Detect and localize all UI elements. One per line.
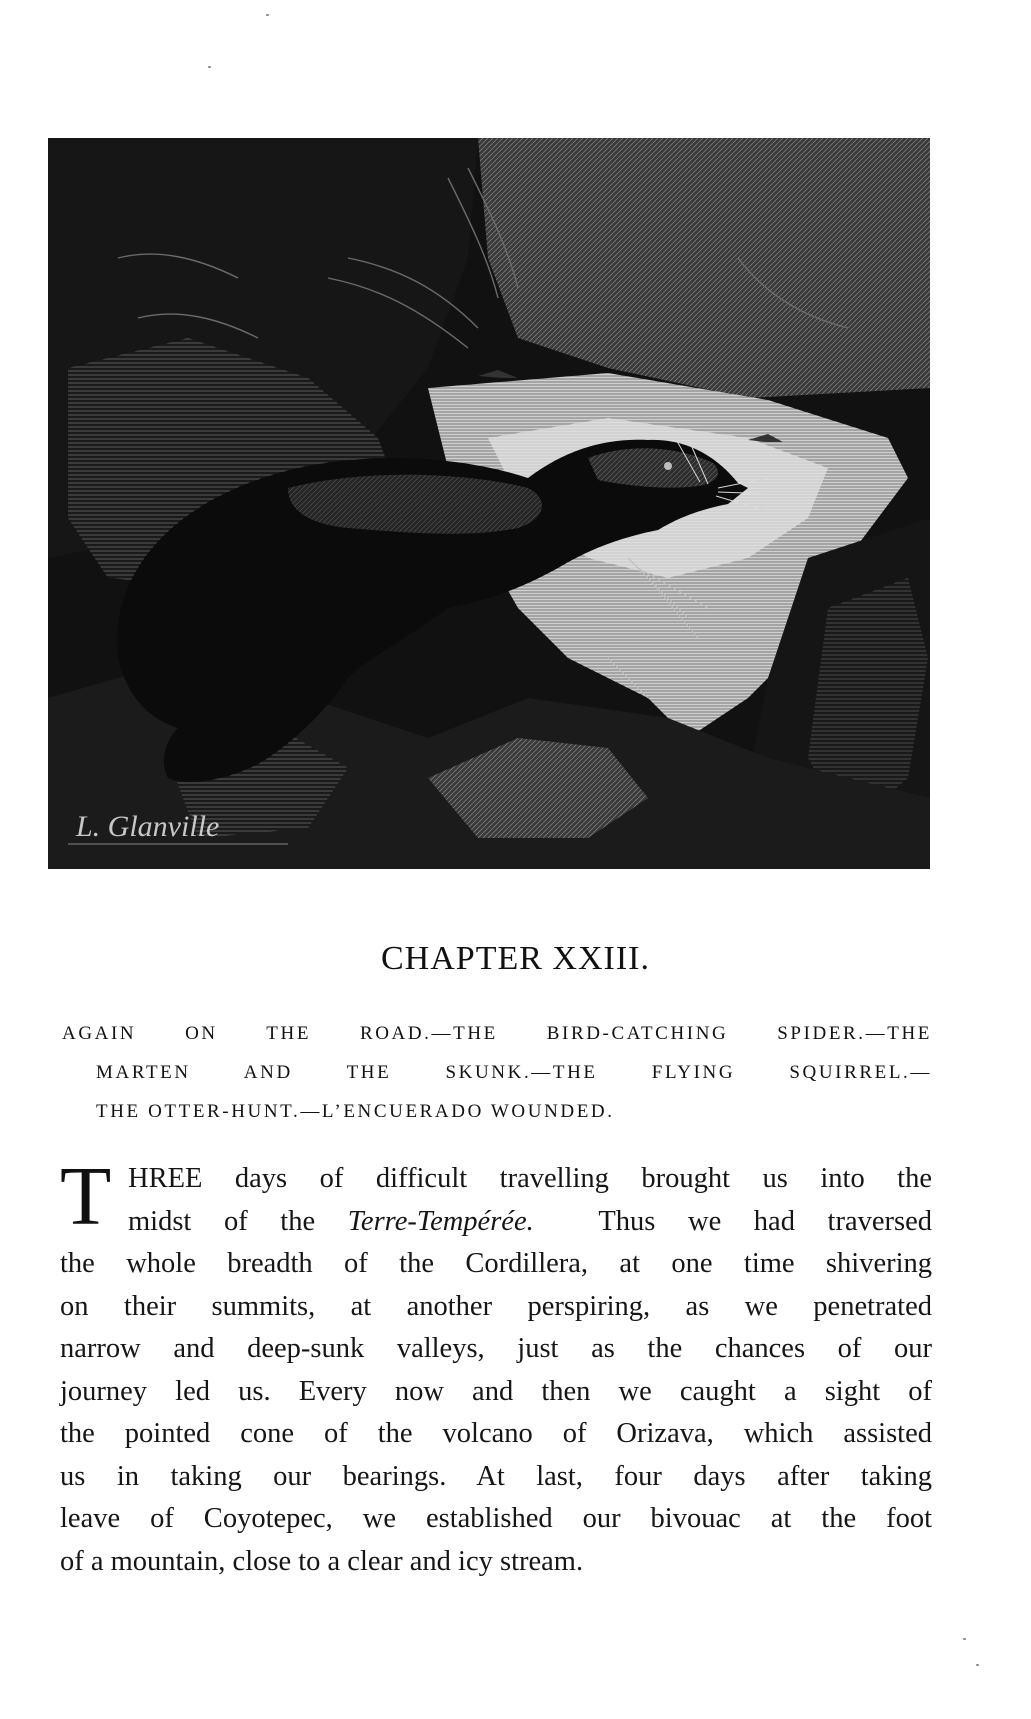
- body-line: on their summits, at another perspiring, as we penetrated: [60, 1290, 932, 1322]
- body-paragraph: [60, 1150, 932, 1583]
- body-line-text: HREE days of difficult travelling brought us into the: [128, 1163, 932, 1194]
- body-line: the whole breadth of the Cordillera, at one time shivering: [60, 1248, 932, 1279]
- otter-engraving: [48, 138, 930, 869]
- body-line: [60, 1158, 932, 1201]
- body-line: [60, 1201, 932, 1244]
- body-line: leave of Coyotepec, we established our bivouac at the foot: [60, 1503, 932, 1534]
- drop-cap: T: [60, 1150, 112, 1243]
- paper-speck: [963, 1638, 966, 1640]
- body-line: us in taking our bearings. At last, four days after taking: [60, 1460, 932, 1492]
- chapter-title: CHAPTER XXIII.: [381, 940, 650, 977]
- chapter-summary: [62, 1014, 932, 1131]
- summary-line: MARTEN AND THE SKUNK.—THE FLYING SQUIRREL.—: [96, 1062, 932, 1083]
- summary-line: AGAIN ON THE ROAD.—THE BIRD-CATCHING SPIDER.—THE: [62, 1023, 932, 1044]
- body-line: narrow and deep-sunk valleys, just as the chances of our: [60, 1333, 932, 1364]
- body-line-text: midst of the: [128, 1205, 348, 1237]
- paper-speck: [208, 66, 211, 68]
- summary-line: THE OTTER-HUNT.—L’ENCUERADO WOUNDED.: [96, 1101, 615, 1122]
- body-line: of a mountain, close to a clear and icy stream.: [60, 1545, 584, 1577]
- otter-engraving-svg: [48, 138, 930, 869]
- body-line: the pointed cone of the volcano of Orizava, which assisted: [60, 1418, 932, 1449]
- body-line: journey led us. Every now and then we caught a sight of: [60, 1375, 932, 1407]
- body-line-text: Thus we had traversed: [533, 1205, 932, 1237]
- paper-speck: [266, 14, 269, 16]
- engraver-signature: L. Glanville: [76, 810, 220, 843]
- italic-place-name: Terre-Tempérée.: [347, 1205, 534, 1237]
- paper-speck: [976, 1664, 979, 1666]
